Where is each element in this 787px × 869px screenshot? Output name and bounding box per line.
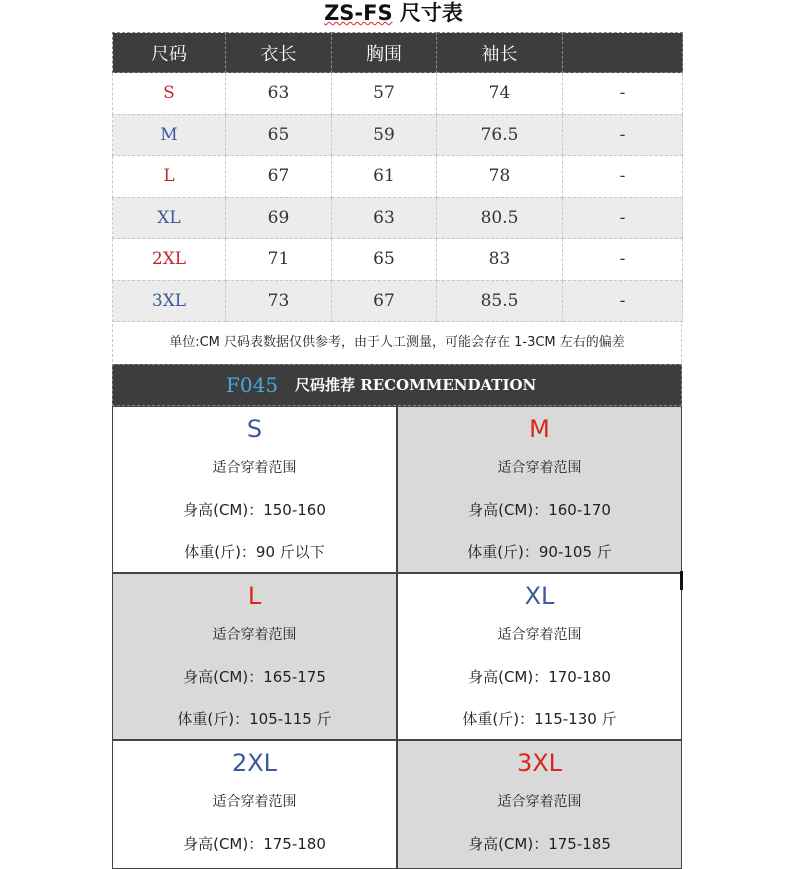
recommendation-header: [112, 364, 682, 406]
row-extra: -: [563, 239, 683, 281]
row-chest: 65: [332, 239, 437, 281]
card-fit-label: 适合穿着范围: [212, 627, 297, 643]
title-text: 尺寸表: [399, 1, 463, 25]
card-size: 3XL: [516, 749, 563, 777]
row-chest: 59: [332, 114, 437, 156]
row-extra: -: [563, 280, 683, 322]
row-size: XL: [113, 197, 226, 239]
table-row: [113, 197, 683, 239]
card-height: 身高(CM)：170-180: [468, 668, 611, 686]
row-sleeve: 74: [437, 73, 563, 115]
recommendation-card-2xl: [112, 740, 397, 869]
card-height: 身高(CM)：160-170: [468, 501, 611, 519]
row-size: L: [113, 156, 226, 198]
recommendation-grid: [112, 406, 682, 869]
card-fit-label: 适合穿着范围: [212, 794, 297, 810]
row-chest: 61: [332, 156, 437, 198]
row-length: 69: [226, 197, 332, 239]
row-length: 65: [226, 114, 332, 156]
card-fit-label: 适合穿着范围: [497, 627, 582, 643]
product-code: F045: [226, 373, 279, 397]
recommendation-card-s: [112, 406, 397, 573]
row-extra: -: [563, 156, 683, 198]
recommendation-card-xl: [397, 573, 682, 740]
card-fit-label: 适合穿着范围: [497, 460, 582, 476]
row-size: 2XL: [113, 239, 226, 281]
recommendation-title: 尺码推荐 RECOMMENDATION: [295, 376, 537, 394]
card-fit-label: 适合穿着范围: [212, 460, 297, 476]
recommendation-card-m: [397, 406, 682, 573]
row-extra: -: [563, 73, 683, 115]
title-code: ZS-FS: [324, 1, 393, 25]
row-sleeve: 78: [437, 156, 563, 198]
card-weight: 体重(斤)：105-115 斤: [177, 710, 332, 728]
card-size: M: [529, 415, 550, 443]
table-row: [113, 114, 683, 156]
card-height: 身高(CM)：175-185: [468, 835, 611, 853]
row-extra: -: [563, 197, 683, 239]
recommendation-card-3xl: [397, 740, 682, 869]
row-length: 67: [226, 156, 332, 198]
table-row: [113, 280, 683, 322]
row-length: 63: [226, 73, 332, 115]
size-table-header: [113, 33, 683, 73]
card-weight: 体重(斤)：90-105 斤: [467, 543, 612, 561]
row-length: 71: [226, 239, 332, 281]
row-chest: 63: [332, 197, 437, 239]
row-chest: 57: [332, 73, 437, 115]
row-extra: -: [563, 114, 683, 156]
row-sleeve: 85.5: [437, 280, 563, 322]
table-row: [113, 73, 683, 115]
edge-marker: [680, 571, 683, 590]
card-size: XL: [524, 582, 555, 610]
card-size: L: [247, 582, 262, 610]
row-sleeve: 80.5: [437, 197, 563, 239]
table-row: [113, 156, 683, 198]
row-sleeve: 83: [437, 239, 563, 281]
card-weight: 体重(斤)：115-130 斤: [462, 710, 617, 728]
card-weight: 体重(斤)：90 斤以下: [184, 543, 325, 561]
row-sleeve: 76.5: [437, 114, 563, 156]
page-title: [0, 0, 787, 28]
row-size: M: [113, 114, 226, 156]
row-size: S: [113, 73, 226, 115]
recommendation-card-l: [112, 573, 397, 740]
card-fit-label: 适合穿着范围: [497, 794, 582, 810]
card-height: 身高(CM)：150-160: [183, 501, 326, 519]
card-size: 2XL: [231, 749, 278, 777]
row-length: 73: [226, 280, 332, 322]
measurement-note: 单位:CM 尺码表数据仅供参考，由于人工测量，可能会存在 1-3CM 左右的偏差: [112, 324, 682, 362]
header-chest: 胸围: [332, 33, 437, 73]
header-size: 尺码: [113, 33, 226, 73]
row-chest: 67: [332, 280, 437, 322]
row-size: 3XL: [113, 280, 226, 322]
header-extra: [563, 33, 683, 73]
table-row: [113, 239, 683, 281]
header-length: 衣长: [226, 33, 332, 73]
header-sleeve: 袖长: [437, 33, 563, 73]
card-height: 身高(CM)：165-175: [183, 668, 326, 686]
size-table: [112, 32, 683, 322]
card-size: S: [246, 415, 263, 443]
card-height: 身高(CM)：175-180: [183, 835, 326, 853]
